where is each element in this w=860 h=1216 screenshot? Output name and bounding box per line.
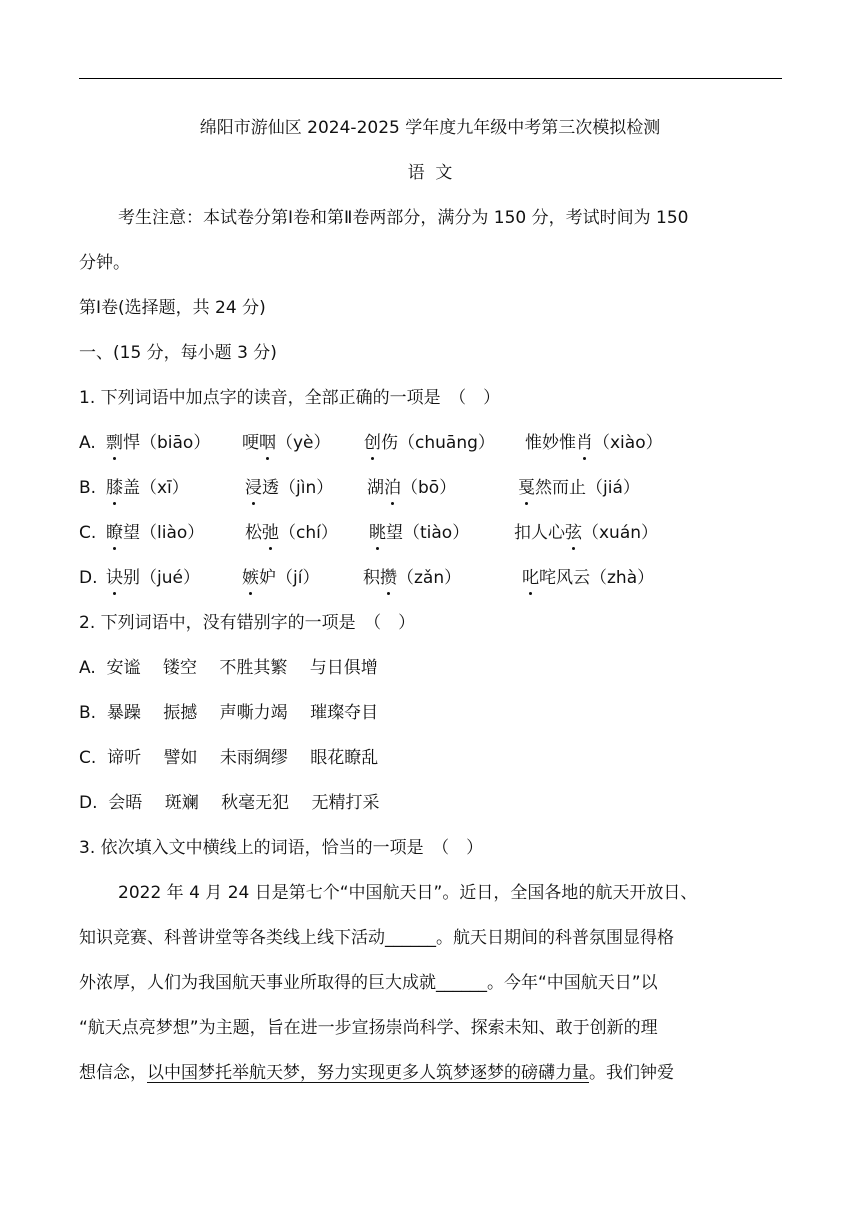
- volume-heading: 第Ⅰ卷(选择题，共 24 分): [79, 298, 266, 318]
- word-item: 瞭望（liào）: [106, 523, 205, 543]
- part-heading: 一、(15 分，每小题 3 分): [79, 343, 277, 363]
- word-item: 松弛（chí）: [245, 523, 338, 543]
- dotted-char: 嫉: [242, 568, 259, 588]
- dotted-char: 弦: [565, 523, 582, 543]
- word-item: 眺望（tiào）: [369, 523, 470, 543]
- dotted-char: 剽: [106, 433, 123, 453]
- question-3-stem: 3. 依次填入文中横线上的词语，恰当的一项是 （ ）: [79, 838, 484, 858]
- word-item: 创伤（chuāng）: [364, 433, 495, 453]
- dotted-char: 眺: [369, 523, 386, 543]
- q3-passage-line-4: “航天点亮梦想”为主题，旨在进一步宣扬崇尚科学、探索未知、敢于创新的理: [79, 1018, 658, 1038]
- dotted-char: 戛: [518, 478, 535, 498]
- exam-title: 绵阳市游仙区 2024-2025 学年度九年级中考第三次模拟检测: [199, 118, 661, 138]
- question-1-stem: 1. 下列词语中加点字的读音，全部正确的一项是 （ ）: [79, 388, 501, 408]
- option-label: D.: [79, 568, 98, 588]
- question-2-stem: 2. 下列词语中，没有错别字的一项是 （ ）: [79, 613, 416, 633]
- q3-passage-line-2: 知识竞赛、科普讲堂等各类线上线下活动______。航天日期间的科普氛围显得格: [79, 928, 674, 948]
- option-label: B.: [79, 478, 97, 498]
- dotted-char: 叱: [522, 568, 539, 588]
- q2-option-b: B. 暴躁 振撼 声嘶力竭 璀璨夺目: [79, 703, 379, 723]
- dotted-char: 瞭: [106, 523, 123, 543]
- q2-option-d: D. 会晤 斑斓 秋毫无犯 无精打采: [79, 793, 380, 813]
- notice-line-2: 分钟。: [79, 253, 130, 273]
- notice-line-1: 考生注意：本试卷分第Ⅰ卷和第Ⅱ卷两部分，满分为 150 分，考试时间为 150: [118, 208, 689, 228]
- word-item: 扣人心弦（xuán）: [514, 523, 659, 543]
- word-item: 湖泊（bō）: [367, 478, 457, 498]
- word-item: 诀别（jué）: [106, 568, 200, 588]
- underlined-sentence: 以中国梦托举航天梦，努力实现更多人筑梦逐梦的磅礴力量: [147, 1063, 589, 1083]
- dotted-char: 创: [364, 433, 381, 453]
- word-item: 叱咤风云（zhà）: [522, 568, 655, 588]
- dotted-char: 咽: [259, 433, 276, 453]
- word-item: 哽咽（yè）: [242, 433, 331, 453]
- word-item: 膝盖（xī）: [106, 478, 189, 498]
- word-item: 嫉妒（jí）: [242, 568, 320, 588]
- q3-passage-line-5: 想信念，以中国梦托举航天梦，努力实现更多人筑梦逐梦的磅礴力量。我们钟爱: [79, 1063, 674, 1083]
- q2-option-a: A. 安谧 镂空 不胜其繁 与日俱增: [79, 658, 378, 678]
- dotted-char: 膝: [106, 478, 123, 498]
- word-item: 剽悍（biāo）: [106, 433, 211, 453]
- dotted-char: 泊: [384, 478, 401, 498]
- subject-title: 语 文: [407, 163, 453, 183]
- option-label: C.: [79, 523, 97, 543]
- q2-option-c: C. 谛听 譬如 未雨绸缪 眼花瞭乱: [79, 748, 379, 768]
- word-item: 积攒（zǎn）: [363, 568, 462, 588]
- q3-passage-line-3: 外浓厚，人们为我国航天事业所取得的巨大成就______。今年“中国航天日”以: [79, 973, 658, 993]
- dotted-char: 浸: [245, 478, 262, 498]
- dotted-char: 弛: [262, 523, 279, 543]
- word-item: 浸透（jìn）: [245, 478, 334, 498]
- option-label: A.: [79, 433, 96, 453]
- dotted-char: 肖: [576, 433, 593, 453]
- word-item: 戛然而止（jiá）: [518, 478, 640, 498]
- dotted-char: 诀: [106, 568, 123, 588]
- dotted-char: 攒: [380, 568, 397, 588]
- header-rule: [79, 78, 782, 79]
- word-item: 惟妙惟肖（xiào）: [525, 433, 663, 453]
- q3-passage-line-1: 2022 年 4 月 24 日是第七个“中国航天日”。近日，全国各地的航天开放日、: [118, 883, 698, 903]
